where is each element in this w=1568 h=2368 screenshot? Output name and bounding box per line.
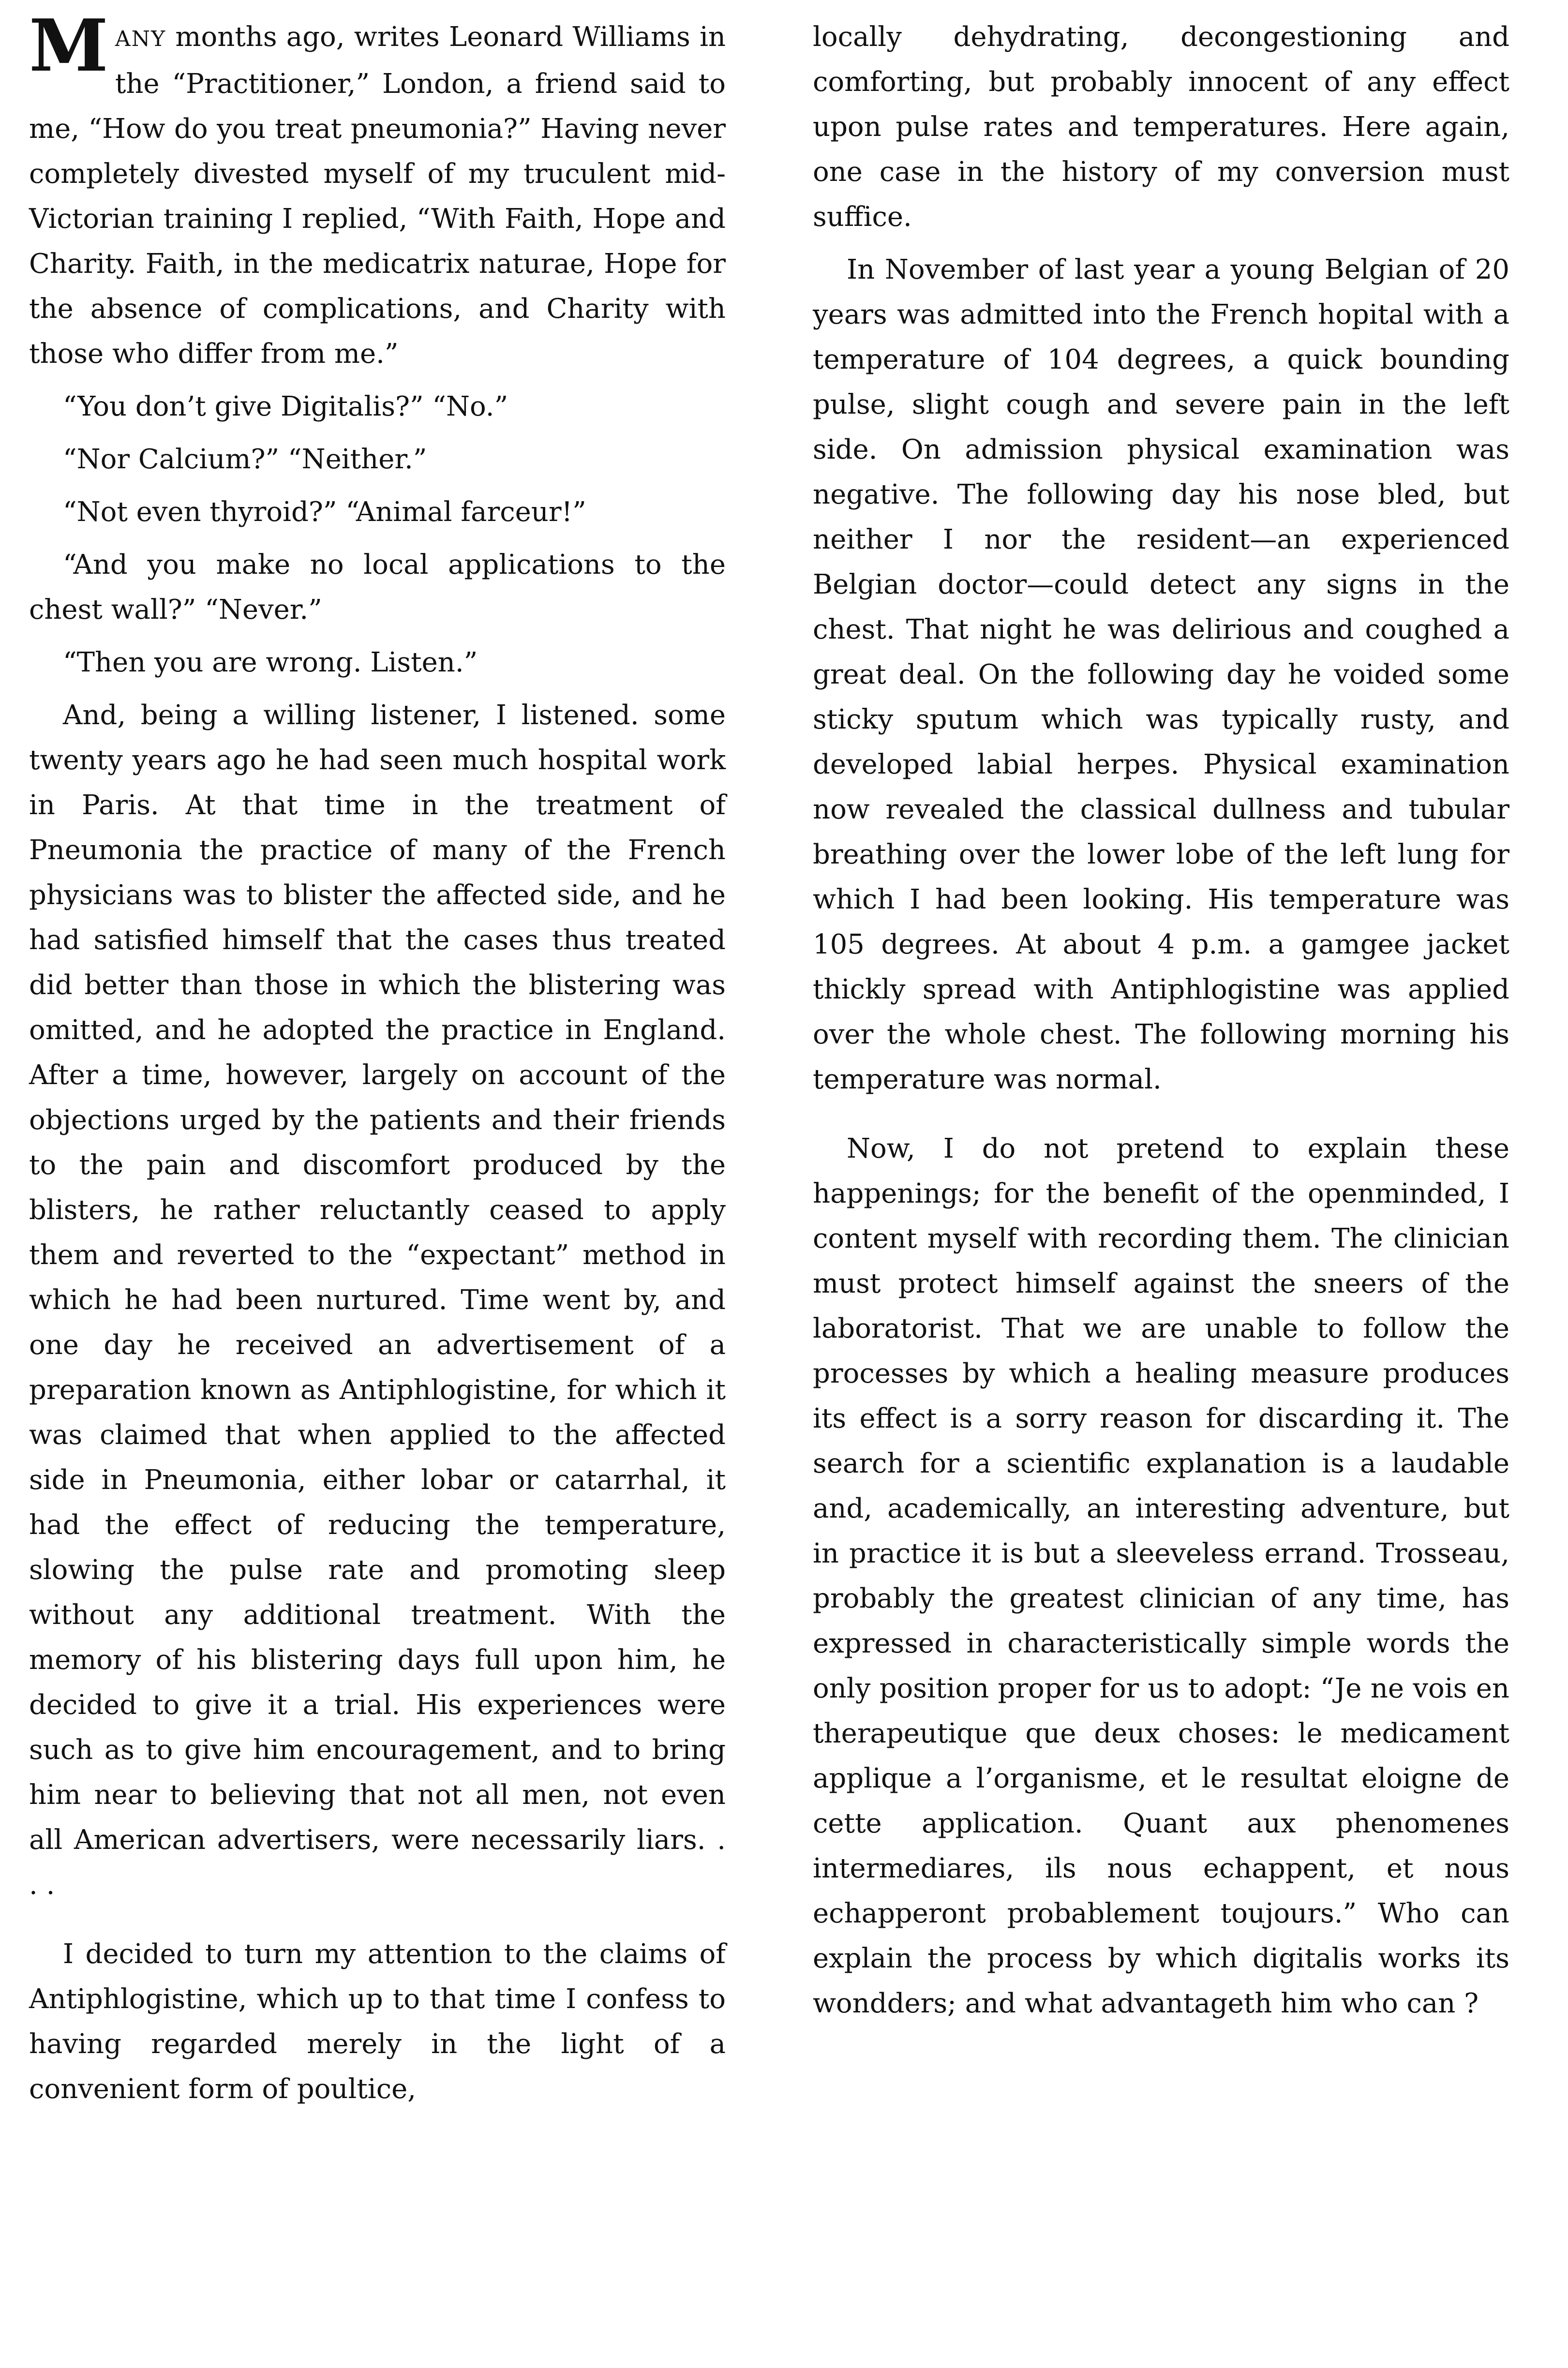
opening-text: months ago, writes Leonard Williams in the “Practitioner,” London, a friend said to me, “How do you treat pneumonia?” Having never completely divested myself of my truculent mid-Victorian training I replied, “With Faith, Hope and Charity. Faith, in the medicatrix naturae, Hope for the absence of complications, and Charity with those who differ from me.”	[29, 21, 726, 370]
right-column	[813, 15, 1509, 2346]
opening-smallcaps: ANY	[115, 27, 166, 51]
dialogue-digitalis: “You don’t give Digitalis?” “No.”	[63, 391, 508, 422]
article-page	[29, 3, 1509, 2346]
opening-paragraph	[29, 3, 726, 376]
dialogue-listen: “Then you are wrong. Listen.”	[63, 647, 478, 678]
poultice-continuation-paragraph: locally dehydrating, decongestioning and comforting, but probably innocent of any effect upon pulse rates and temperatures. Here again, one case in the history of my conversion must suffice.	[813, 21, 1509, 233]
drop-cap: M	[29, 3, 108, 88]
dialogue-thyroid: “Not even thyroid?” “Animal farceur!”	[63, 496, 586, 528]
left-column	[29, 3, 726, 2346]
paris-blistering-paragraph: And, being a willing listener, I listened. some twenty years ago he had seen much hospital work in Paris. At that time in the treatment of Pneumonia the practice of many of the French physicians was to blister the affected side, and he had satisfied himself that the cases thus treated did better than those in which the blistering was omitted, and he adopted the practice in England. After a time, however, largely on account of the objections urged by the patients and their friends to the pain and discomfort produced by the blisters, he rather reluctantly ceased to apply them and reverted to the “expectant” method in which he had been nurtured. Time went by, and one day he received an advertisement of a preparation known as Antiphlogistine, for which it was claimed that when applied to the affected side in Pneumonia, either lobar or catarrhal, it had the effect of reducing the temperature, slowing the pulse rate and promoting sleep without any additional treatment. With the memory of his blistering days full upon him, he decided to give it a trial. His experiences were such as to give him encouragement, and to bring him near to believing that not all men, not even all American advertisers, were necessarily liars. . . .	[29, 700, 726, 1901]
dialogue-local-applications: “And you make no local applications to the chest wall?” “Never.”	[29, 549, 726, 626]
dialogue-calcium: “Nor Calcium?” “Neither.”	[63, 444, 427, 475]
belgian-case-paragraph: In November of last year a young Belgian of 20 years was admitted into the French hopital with a temperature of 104 degrees, a quick bounding pulse, slight cough and severe pain in the left side. On admission physical examination was negative. The following day his nose bled, but neither I nor the resident—an experienced Belgian doctor—could detect any signs in the chest. That night he was delirious and coughed a great deal. On the following day he voided some sticky sputum which was typically rusty, and developed labial herpes. Physical examination now revealed the classical dullness and tubular breathing over the lower lobe of the left lung for which I had been looking. His temperature was 105 degrees. At about 4 p.m. a gamgee jacket thickly spread with Antiphlogistine was applied over the whole chest. The following morning his temperature was normal.	[813, 254, 1509, 1095]
clinician-paragraph: Now, I do not pretend to explain these happenings; for the benefit of the openminded, I content myself with recording them. The clinician must protect himself against the sneers of the laboratorist. That we are unable to follow the processes by which a healing measure produces its effect is a sorry reason for discarding it. The search for a scientific explanation is a laudable and, academically, an interesting adventure, but in practice it is but a sleeveless errand. Trosseau, probably the greatest clinician of any time, has expressed in characteristically simple words the only position proper for us to adopt: “Je ne vois en therapeutique que deux choses: le medicament applique a l’organisme, et le resultat eloigne de cette application. Quant aux phenomenes intermediares, ils nous echappent, et nous echapperont probablement toujours.” Who can explain the process by which digitalis works its wondders; and what advantageth him who can ?	[813, 1133, 1509, 2019]
antiphlogistine-claims-paragraph: I decided to turn my attention to the claims of Antiphlogistine, which up to that time I confess to having regarded merely in the light of a convenient form of poultice,	[29, 1938, 726, 2105]
